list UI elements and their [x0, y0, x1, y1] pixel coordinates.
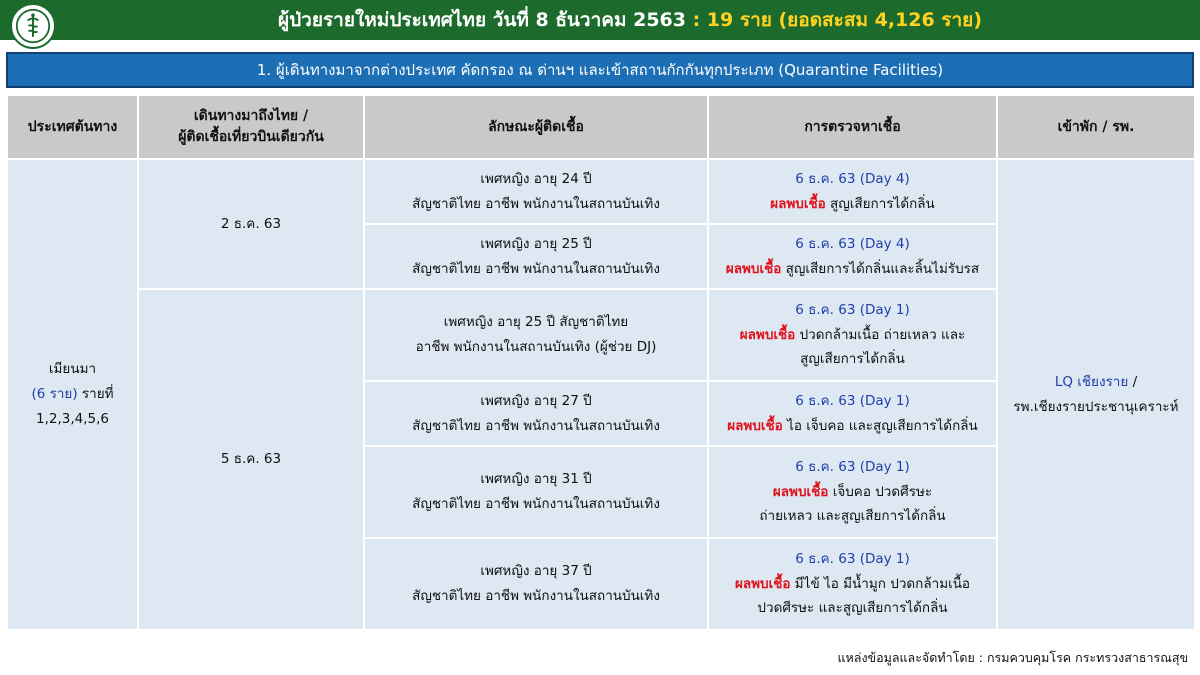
positive-label: ผลพบเชื้อ — [772, 483, 829, 500]
test-cell — [708, 538, 997, 630]
profile-line: สัญชาติไทย อาชีพ พนักงานในสถานบันเทิง — [412, 496, 660, 512]
header-arrival — [138, 95, 364, 159]
header-facility: เข้าพัก / รพ. — [997, 95, 1195, 159]
profile-line: เพศหญิง อายุ 27 ปี — [480, 392, 592, 409]
facility-lq: LQ เชียงราย — [1054, 373, 1129, 390]
header-arrival-line2: ผู้ติดเชื้อเที่ยวบินเดียวกัน — [178, 129, 324, 145]
table-header-row — [7, 95, 1195, 159]
symptom-text: สูญเสียการได้กลิ่น — [800, 351, 905, 368]
symptom-text: สูญเสียการได้กลิ่น — [825, 195, 935, 212]
header-origin: ประเทศต้นทาง — [7, 95, 138, 159]
test-result-line — [709, 192, 996, 217]
positive-label: ผลพบเชื้อ — [734, 575, 791, 592]
profile-line: เพศหญิง อายุ 25 ปี สัญชาติไทย — [443, 314, 629, 331]
origin-case-label: รายที่ — [77, 386, 114, 403]
facility-cell — [997, 159, 1195, 630]
header-profile: ลักษณะผู้ติดเชื้อ — [364, 95, 708, 159]
positive-label: ผลพบเชื้อ — [727, 417, 783, 434]
symptom-text: สูญเสียการได้กลิ่นและลิ้นไม่รับรส — [781, 260, 980, 277]
test-cell — [708, 289, 997, 381]
origin-cases: 1,2,3,4,5,6 — [36, 410, 109, 427]
origin-country: เมียนมา — [48, 361, 97, 378]
symptom-text: ปวดศีรษะ และสูญเสียการได้กลิ่น — [757, 600, 948, 617]
test-cell — [708, 159, 997, 224]
profile-line: สัญชาติไทย อาชีพ พนักงานในสถานบันเทิง — [412, 195, 660, 212]
positive-label: ผลพบเชื้อ — [770, 195, 826, 212]
symptom-text: ถ่ายเหลว และสูญเสียการได้กลิ่น — [759, 508, 946, 525]
symptom-text: ไอ เจ็บคอ และสูญเสียการได้กลิ่น — [782, 417, 978, 434]
table-row — [7, 159, 1195, 224]
facility-line1 — [998, 370, 1194, 395]
profile-line: สัญชาติไทย อาชีพ พนักงานในสถานบันเทิง — [412, 417, 660, 434]
test-date: 6 ธ.ค. 63 (Day 1) — [795, 392, 910, 409]
header-test: การตรวจหาเชื้อ — [708, 95, 997, 159]
profile-line: เพศหญิง อายุ 31 ปี — [480, 471, 592, 488]
test-result-line — [709, 257, 996, 282]
profile-line: เพศหญิง อายุ 25 ปี — [480, 235, 592, 252]
facility-slash: / — [1128, 373, 1138, 390]
positive-label: ผลพบเชื้อ — [725, 260, 782, 277]
profile-cell — [364, 159, 708, 224]
test-result-line — [709, 480, 996, 505]
header-bar — [0, 0, 1200, 40]
case-table — [6, 94, 1196, 631]
origin-count: (6 ราย) — [31, 386, 78, 403]
test-result-line — [709, 323, 996, 348]
arrival-date-first: 2 ธ.ค. 63 — [138, 159, 364, 289]
source-credit: แหล่งข้อมูลและจัดทำโดย : กรมควบคุมโรค กระทรวงสาธารณสุข — [837, 650, 1188, 665]
symptom-text: เจ็บคอ ปวดศีรษะ — [828, 483, 933, 500]
test-date: 6 ธ.ค. 63 (Day 4) — [795, 170, 910, 187]
symptom-text: มีไข้ ไอ มีน้ำมูก ปวดกล้ามเนื้อ — [790, 575, 971, 592]
title-main: ผู้ป่วยรายใหม่ประเทศไทย วันที่ 8 ธันวาคม 2563 — [277, 9, 686, 31]
test-date: 6 ธ.ค. 63 (Day 4) — [795, 235, 910, 252]
symptom-text: ปวดกล้ามเนื้อ ถ่ายเหลว และ — [795, 326, 966, 343]
positive-label: ผลพบเชื้อ — [739, 326, 796, 343]
arrival-date-second: 5 ธ.ค. 63 — [138, 289, 364, 630]
origin-count-line — [8, 382, 137, 407]
test-date: 6 ธ.ค. 63 (Day 1) — [795, 458, 910, 475]
profile-line: สัญชาติไทย อาชีพ พนักงานในสถานบันเทิง — [412, 588, 660, 604]
page-title — [60, 0, 1200, 40]
profile-line: สัญชาติไทย อาชีพ พนักงานในสถานบันเทิง — [412, 260, 660, 277]
header-arrival-line1: เดินทางมาถึงไทย / — [193, 108, 309, 124]
profile-cell — [364, 224, 708, 289]
origin-cell — [7, 159, 138, 630]
facility-hospital: รพ.เชียงรายประชานุเคราะห์ — [1013, 398, 1179, 415]
moph-logo-graphic — [15, 8, 51, 44]
test-result-line — [709, 572, 996, 597]
profile-line: อาชีพ พนักงานในสถานบันเทิง (ผู้ช่วย DJ) — [415, 339, 657, 355]
moph-logo-icon — [10, 3, 56, 49]
test-cell — [708, 224, 997, 289]
profile-cell — [364, 381, 708, 446]
test-cell — [708, 446, 997, 538]
title-highlight: : 19 ราย (ยอดสะสม 4,126 ราย) — [685, 9, 982, 31]
profile-cell — [364, 289, 708, 381]
profile-cell — [364, 446, 708, 538]
test-cell — [708, 381, 997, 446]
test-date: 6 ธ.ค. 63 (Day 1) — [795, 301, 910, 318]
profile-cell — [364, 538, 708, 630]
section-title: 1. ผู้เดินทางมาจากต่างประเทศ คัดกรอง ณ ด่านฯ และเข้าสถานกักกันทุกประเภท (Quarantine Facilities) — [6, 52, 1194, 88]
profile-line: เพศหญิง อายุ 37 ปี — [480, 563, 592, 580]
test-result-line — [709, 414, 996, 439]
test-date: 6 ธ.ค. 63 (Day 1) — [795, 550, 910, 567]
profile-line: เพศหญิง อายุ 24 ปี — [480, 170, 592, 187]
